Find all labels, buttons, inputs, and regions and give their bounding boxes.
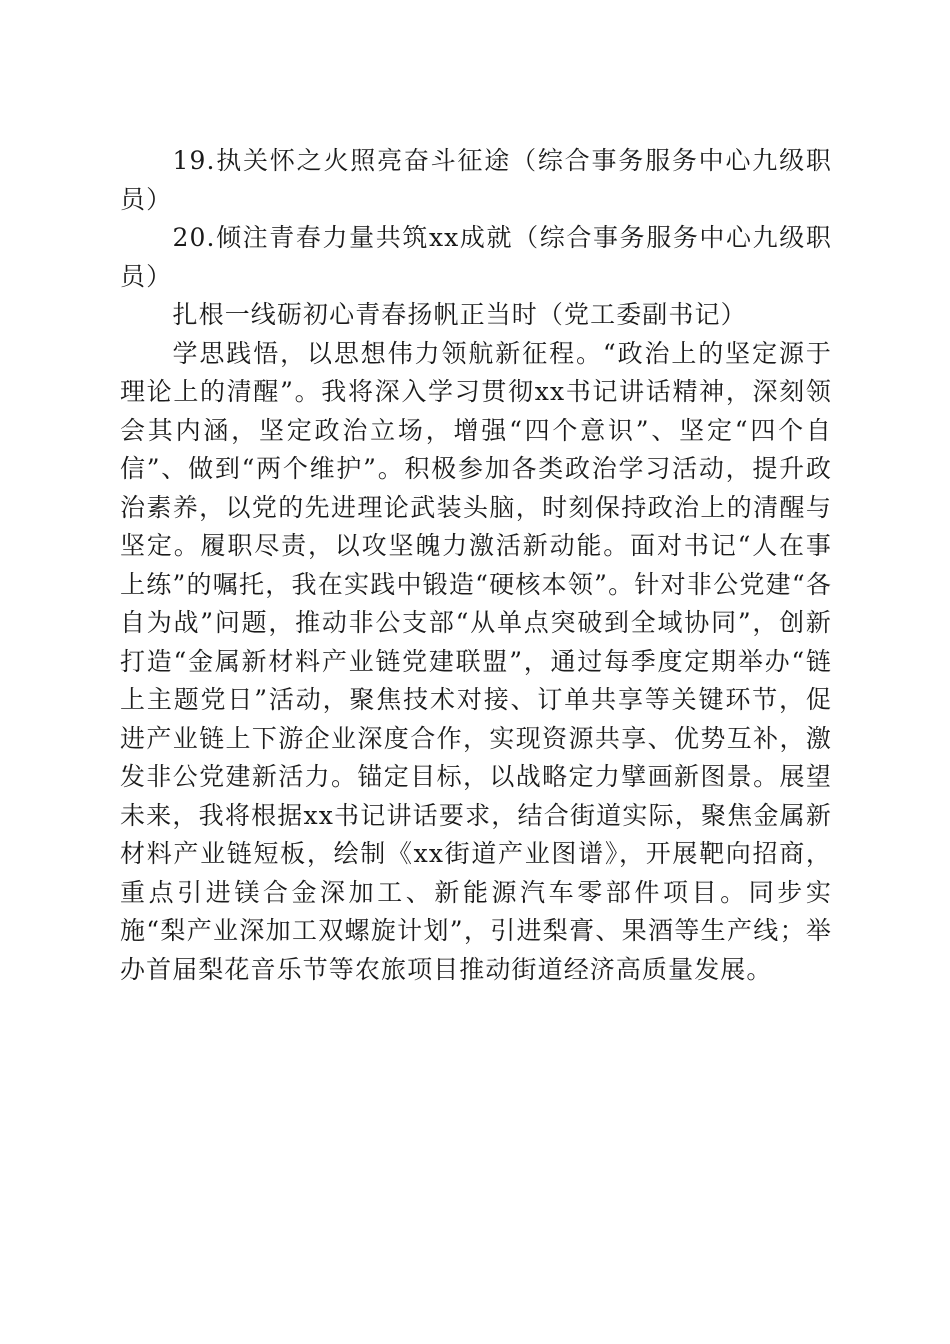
body-paragraph: 学思践悟，以思想伟力领航新征程。“政治上的坚定源于理论上的清醒”。我将深入学习贯彻xx书记讲话精神，深刻领会其内涵，坚定政治立场，增强“四个意识”、坚定“四个自信”、做到“两个维护”。积极参加各类政治学习活动，提升政治素养，以党的先进理论武装头脑，时刻保持政治上的清醒与坚定。履职尽责，以攻坚魄力激活新动能。面对书记“人在事上练”的嘱托，我在实践中锻造“硬核本领”。针对非公党建“各自为战”问题，推动非公支部“从单点突破到全域协同”，创新打造“金属新材料产业链党建联盟”，通过每季度定期举办“链上主题党日”活动，聚焦技术对接、订单共享等关键环节，促进产业链上下游企业深度合作，实现资源共享、优势互补，激发非公党建新活力。锚定目标，以战略定力擘画新图景。展望未来，我将根据xx书记讲话要求，结合街道实际，聚焦金属新材料产业链短板，绘制《xx街道产业图谱》，开展靶向招商，重点引进镁合金深加工、新能源汽车零部件项目。同步实施“梨产业深加工双螺旋计划”，引进梨膏、果酒等生产线；举办首届梨花音乐节等农旅项目推动街道经济高质量发展。: [120, 338, 832, 984]
list-item-19: 19.执关怀之火照亮奋斗征途（综合事务服务中心九级职员）: [120, 146, 832, 214]
list-item-20: 20.倾注青春力量共筑xx成就（综合事务服务中心九级职员）: [120, 223, 832, 291]
document-content: [120, 142, 832, 989]
section-title: 扎根一线砺初心青春扬帆正当时（党工委副书记）: [172, 300, 747, 329]
